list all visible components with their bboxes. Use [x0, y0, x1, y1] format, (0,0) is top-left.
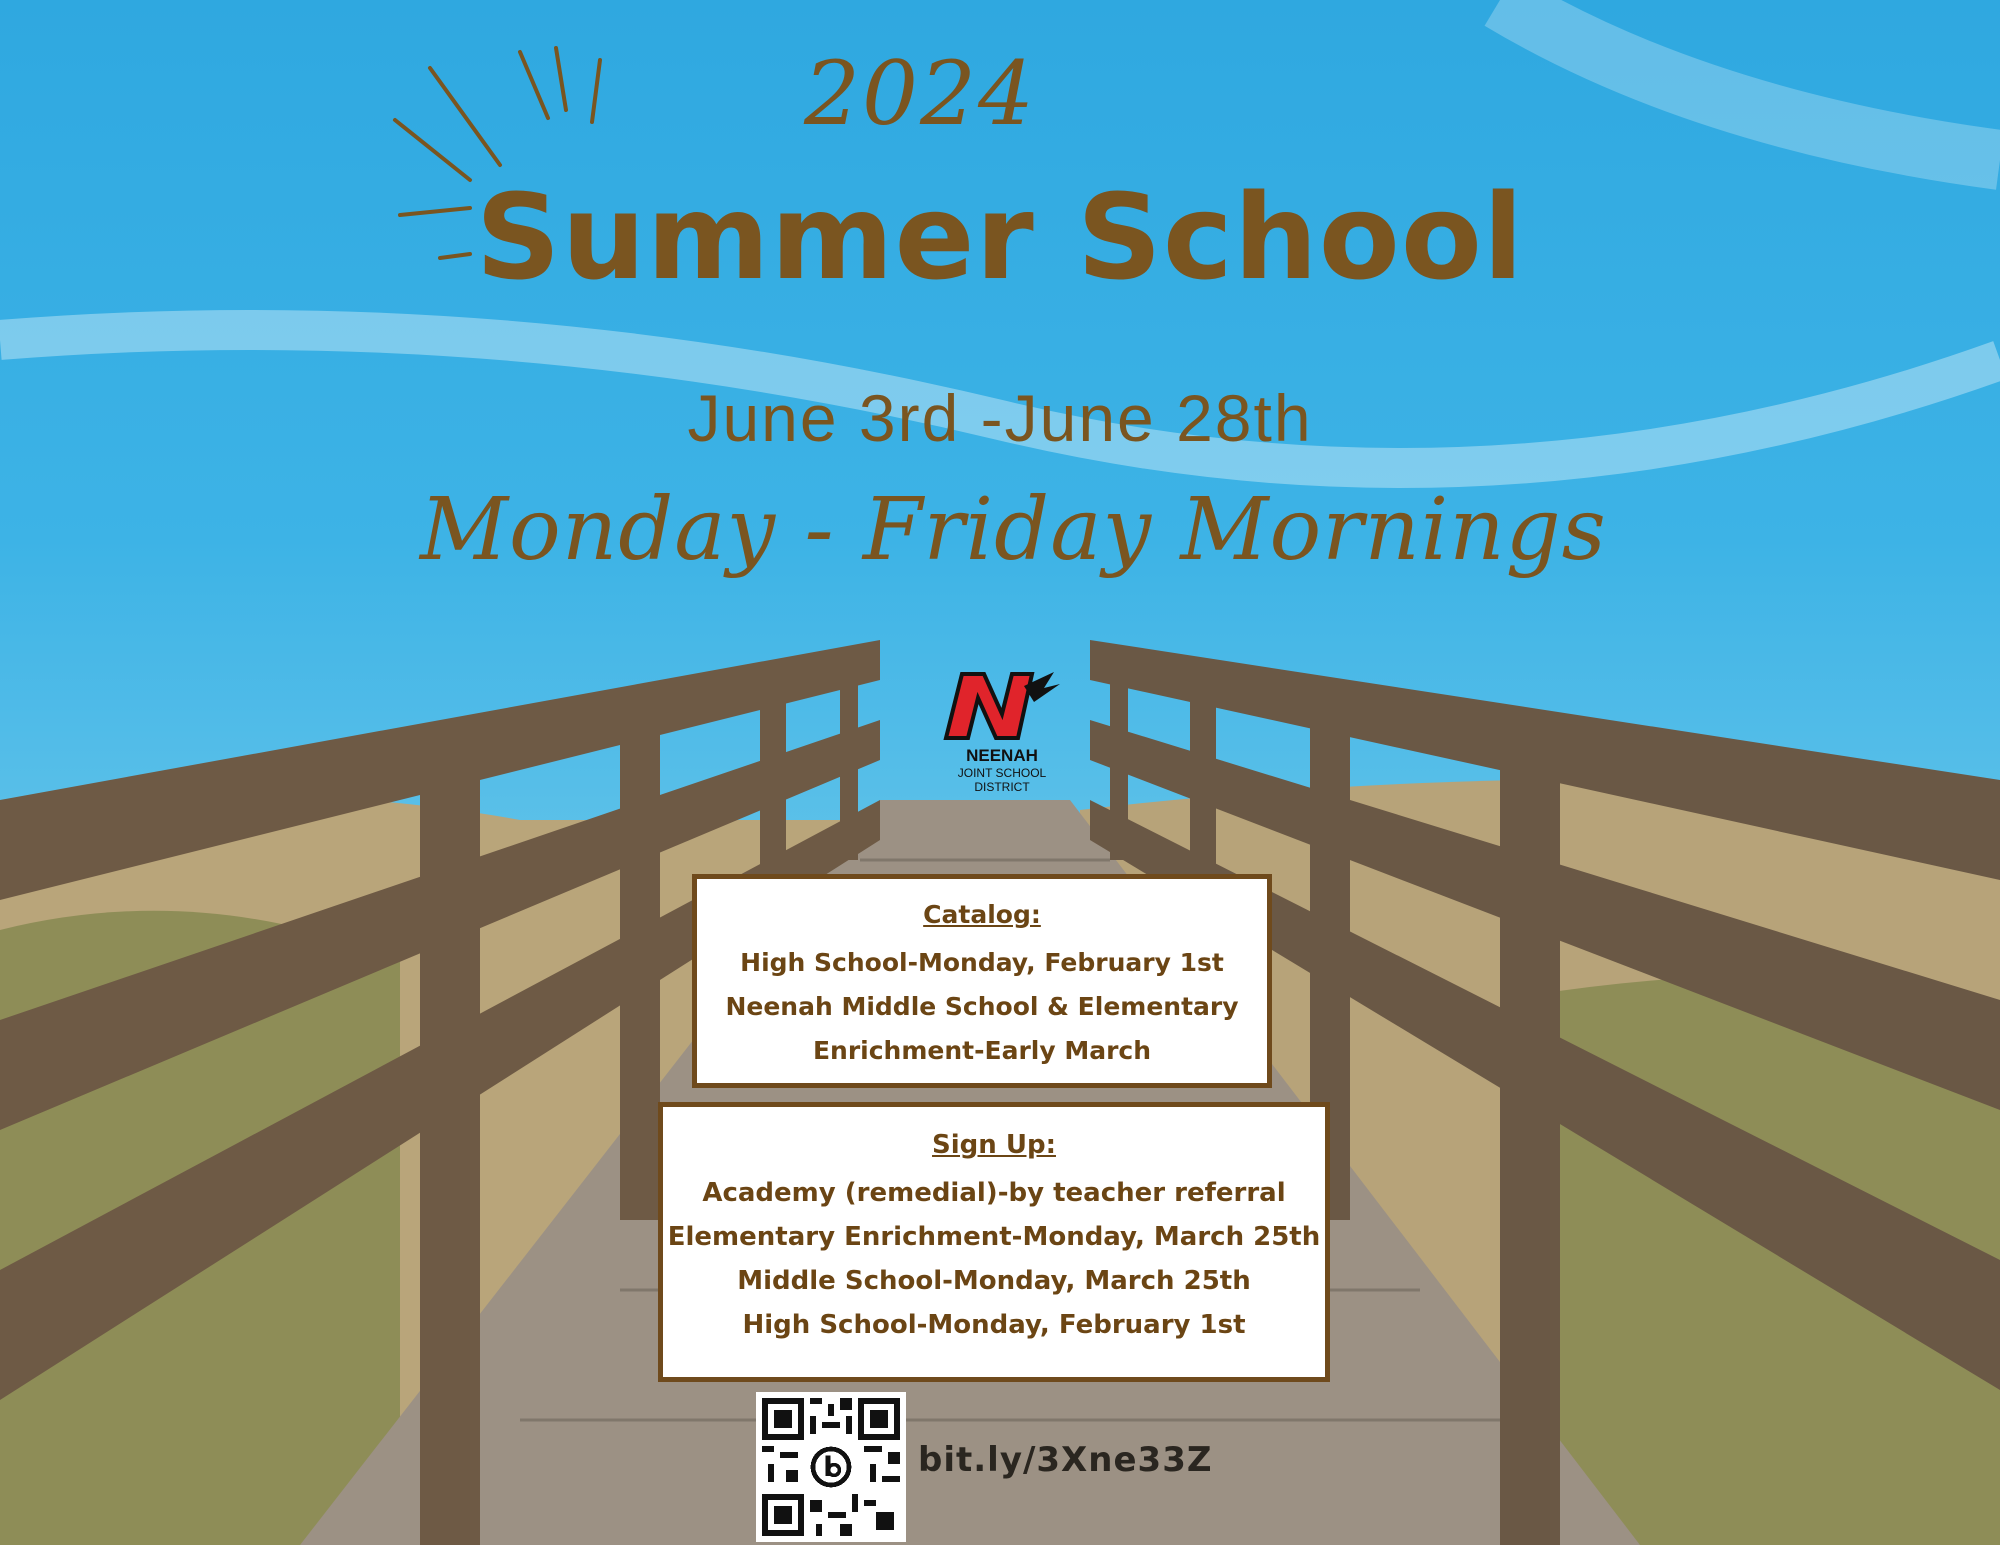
catalog-line: High School-Monday, February 1st — [740, 948, 1224, 977]
qr-code[interactable] — [756, 1392, 906, 1542]
signup-heading: Sign Up: — [932, 1130, 1056, 1160]
date-range: June 3rd -June 28th — [687, 381, 1313, 455]
catalog-heading: Catalog: — [923, 900, 1041, 929]
catalog-box — [692, 874, 1272, 1088]
signup-line: Academy (remedial)-by teacher referral — [702, 1178, 1286, 1208]
signup-line: Elementary Enrichment-Monday, March 25th — [667, 1222, 1321, 1252]
signup-line: High School-Monday, February 1st — [742, 1310, 1246, 1340]
page-title: Summer School — [475, 168, 1525, 306]
district-logo — [932, 666, 1072, 792]
signup-box — [658, 1102, 1330, 1382]
logo-name: NEENAH — [966, 746, 1038, 765]
short-link[interactable]: bit.ly/3Xne33Z — [918, 1440, 1213, 1480]
neenah-n-icon — [932, 666, 1072, 746]
qr-code-icon — [756, 1392, 906, 1542]
schedule-days: Monday - Friday Mornings — [420, 480, 1607, 580]
catalog-line: Neenah Middle School & Elementary — [725, 992, 1239, 1021]
logo-subtitle: JOINT SCHOOL DISTRICT — [957, 766, 1047, 794]
year-heading: 2024 — [804, 42, 1036, 145]
catalog-line: Enrichment-Early March — [812, 1036, 1152, 1065]
signup-line: Middle School-Monday, March 25th — [737, 1266, 1251, 1296]
cloud-streak — [1500, 0, 2000, 160]
